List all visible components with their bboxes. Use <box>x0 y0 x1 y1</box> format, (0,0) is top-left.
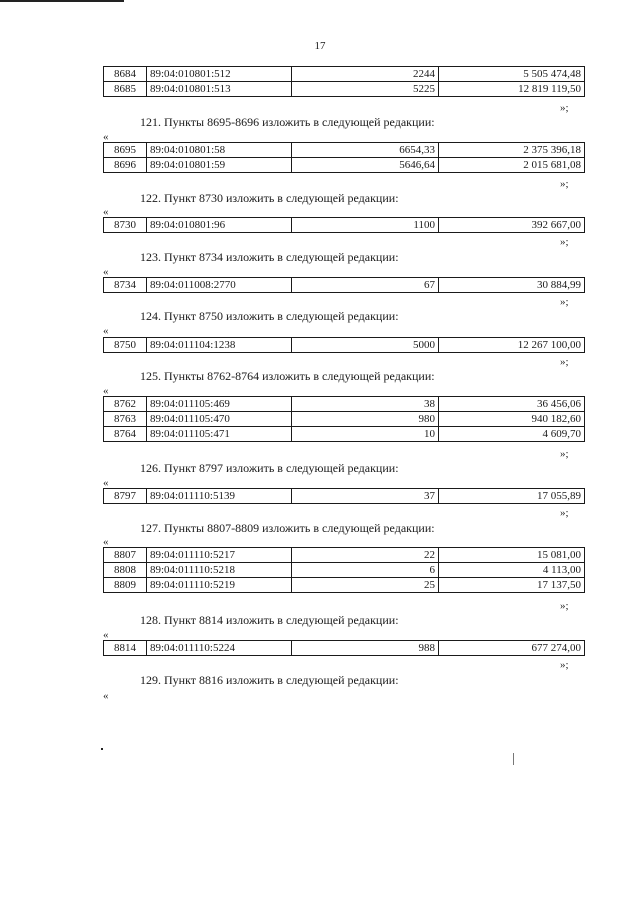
cadastral-cost: 30 884,99 <box>439 278 585 293</box>
closing-quote: »; <box>560 102 569 114</box>
closing-quote: »; <box>560 236 569 248</box>
cadastral-cost: 15 081,00 <box>439 548 585 563</box>
area-value: 25 <box>292 578 439 593</box>
registry-table <box>103 217 585 233</box>
opening-quote: « <box>103 266 109 278</box>
area-value: 6654,33 <box>292 143 439 158</box>
item-number: 8734 <box>104 278 147 293</box>
amendment-heading: 126. Пункт 8797 изложить в следующей редакции: <box>140 461 399 475</box>
area-value: 2244 <box>292 67 439 82</box>
scan-speck <box>513 753 514 765</box>
cadastral-cost: 940 182,60 <box>439 412 585 427</box>
table-row <box>104 82 585 97</box>
cadastral-number: 89:04:010801:58 <box>147 143 292 158</box>
closing-quote: »; <box>560 448 569 460</box>
area-value: 988 <box>292 641 439 656</box>
item-number: 8695 <box>104 143 147 158</box>
cadastral-cost: 17 055,89 <box>439 489 585 504</box>
opening-quote: « <box>103 131 109 143</box>
item-number: 8696 <box>104 158 147 173</box>
table-row <box>104 489 585 504</box>
cadastral-number: 89:04:011104:1238 <box>147 338 292 353</box>
opening-quote: « <box>103 536 109 548</box>
opening-quote: « <box>103 477 109 489</box>
table-row <box>104 143 585 158</box>
item-number: 8750 <box>104 338 147 353</box>
item-number: 8809 <box>104 578 147 593</box>
opening-quote: « <box>103 325 109 337</box>
cadastral-number: 89:04:011110:5217 <box>147 548 292 563</box>
closing-quote: »; <box>560 356 569 368</box>
scan-speck <box>101 748 103 750</box>
amendment-heading: 127. Пункты 8807-8809 изложить в следующей редакции: <box>140 521 435 535</box>
cadastral-cost: 12 819 119,50 <box>439 82 585 97</box>
table-row <box>104 158 585 173</box>
item-number: 8808 <box>104 563 147 578</box>
table-row <box>104 278 585 293</box>
opening-quote: « <box>103 690 109 702</box>
cadastral-number: 89:04:010801:513 <box>147 82 292 97</box>
cadastral-number: 89:04:010801:96 <box>147 218 292 233</box>
table-row <box>104 397 585 412</box>
cadastral-cost: 5 505 474,48 <box>439 67 585 82</box>
amendment-heading: 125. Пункты 8762-8764 изложить в следующей редакции: <box>140 369 435 383</box>
registry-table <box>103 547 585 593</box>
cadastral-cost: 2 375 396,18 <box>439 143 585 158</box>
area-value: 980 <box>292 412 439 427</box>
opening-quote: « <box>103 385 109 397</box>
area-value: 5225 <box>292 82 439 97</box>
closing-quote: »; <box>560 659 569 671</box>
table-row <box>104 412 585 427</box>
cadastral-number: 89:04:011105:469 <box>147 397 292 412</box>
table-row <box>104 427 585 442</box>
closing-quote: »; <box>560 296 569 308</box>
item-number: 8814 <box>104 641 147 656</box>
page-number: 17 <box>314 40 326 52</box>
registry-table <box>103 337 585 353</box>
cadastral-cost: 36 456,06 <box>439 397 585 412</box>
amendment-heading: 122. Пункт 8730 изложить в следующей редакции: <box>140 191 399 205</box>
cadastral-cost: 17 137,50 <box>439 578 585 593</box>
item-number: 8797 <box>104 489 147 504</box>
area-value: 22 <box>292 548 439 563</box>
opening-quote: « <box>103 206 109 218</box>
registry-table <box>103 142 585 173</box>
registry-table <box>103 66 585 97</box>
item-number: 8807 <box>104 548 147 563</box>
cadastral-number: 89:04:010801:59 <box>147 158 292 173</box>
closing-quote: »; <box>560 507 569 519</box>
scan-edge-mark <box>0 0 124 2</box>
closing-quote: »; <box>560 178 569 190</box>
table-row <box>104 548 585 563</box>
item-number: 8684 <box>104 67 147 82</box>
cadastral-number: 89:04:011110:5218 <box>147 563 292 578</box>
cadastral-number: 89:04:011110:5139 <box>147 489 292 504</box>
cadastral-cost: 4 113,00 <box>439 563 585 578</box>
area-value: 10 <box>292 427 439 442</box>
table-row <box>104 218 585 233</box>
amendment-heading: 121. Пункты 8695-8696 изложить в следующей редакции: <box>140 115 435 129</box>
cadastral-number: 89:04:011008:2770 <box>147 278 292 293</box>
cadastral-cost: 2 015 681,08 <box>439 158 585 173</box>
registry-table <box>103 396 585 442</box>
cadastral-cost: 4 609,70 <box>439 427 585 442</box>
registry-table <box>103 640 585 656</box>
item-number: 8763 <box>104 412 147 427</box>
amendment-heading: 123. Пункт 8734 изложить в следующей редакции: <box>140 250 399 264</box>
cadastral-cost: 392 667,00 <box>439 218 585 233</box>
closing-quote: »; <box>560 600 569 612</box>
registry-table <box>103 277 585 293</box>
registry-table <box>103 488 585 504</box>
amendment-heading: 129. Пункт 8816 изложить в следующей редакции: <box>140 673 399 687</box>
table-row <box>104 578 585 593</box>
area-value: 37 <box>292 489 439 504</box>
amendment-heading: 124. Пункт 8750 изложить в следующей редакции: <box>140 309 399 323</box>
opening-quote: « <box>103 629 109 641</box>
cadastral-number: 89:04:011110:5224 <box>147 641 292 656</box>
area-value: 6 <box>292 563 439 578</box>
cadastral-number: 89:04:011105:471 <box>147 427 292 442</box>
table-row <box>104 563 585 578</box>
area-value: 5000 <box>292 338 439 353</box>
cadastral-number: 89:04:011110:5219 <box>147 578 292 593</box>
area-value: 1100 <box>292 218 439 233</box>
area-value: 67 <box>292 278 439 293</box>
cadastral-cost: 12 267 100,00 <box>439 338 585 353</box>
amendment-heading: 128. Пункт 8814 изложить в следующей редакции: <box>140 613 399 627</box>
item-number: 8762 <box>104 397 147 412</box>
table-row <box>104 338 585 353</box>
cadastral-cost: 677 274,00 <box>439 641 585 656</box>
item-number: 8730 <box>104 218 147 233</box>
item-number: 8764 <box>104 427 147 442</box>
area-value: 5646,64 <box>292 158 439 173</box>
table-row <box>104 67 585 82</box>
item-number: 8685 <box>104 82 147 97</box>
cadastral-number: 89:04:011105:470 <box>147 412 292 427</box>
table-row <box>104 641 585 656</box>
area-value: 38 <box>292 397 439 412</box>
cadastral-number: 89:04:010801:512 <box>147 67 292 82</box>
